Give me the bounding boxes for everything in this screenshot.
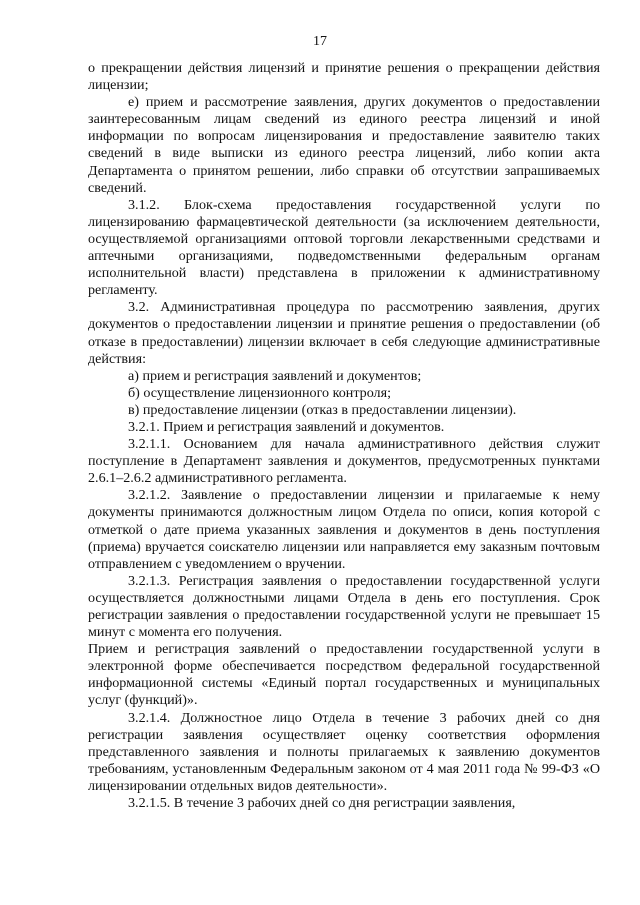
paragraph: 3.2.1.5. В течение 3 рабочих дней со дня регистрации заявления, [128,795,516,812]
page-number: 17 [313,34,327,49]
list-item: а) прием и регистрация заявлений и документов; [128,367,422,384]
list-item: в) предоставление лицензии (отказ в предоставлении лицензии). [128,401,517,418]
paragraph: 3.2.1.1. Основанием для начала административного действия служит поступление в Департамент заявления и документов, предусмотренных пунктами 2.6.1–2.6.2 административного регламента. [88,436,600,487]
section-heading: 3.2.1. Прием и регистрация заявлений и документов. [128,418,445,435]
document-body [88,60,600,812]
list-item: б) осуществление лицензионного контроля; [128,384,391,401]
paragraph: о прекращении действия лицензий и принятие решения о прекращении действия лицензии; [88,60,600,94]
paragraph: 3.1.2. Блок-схема предоставления государственной услуги по лицензированию фармацевтической деятельности (за исключением деятельности, осуществляемой организациями оптовой торговли лекарственными средствами и аптечными организациями, подведомственными федеральным органам исполнительной власти) представлена в приложении к административному регламенту. [88,196,600,299]
paragraph: 3.2.1.4. Должностное лицо Отдела в течение 3 рабочих дней со дня регистрации заявления осуществляет оценку соответствия оформления представленного заявления и полноты прилагаемых к заявлению документов требованиям, установленным Федеральным законом от 4 мая 2011 года № 99-ФЗ «О лицензировании отдельных видов деятельности». [88,709,600,794]
paragraph: 3.2. Административная процедура по рассмотрению заявления, других документов о предоставлении лицензии и принятие решения о предоставлении (об отказе в предоставлении) лицензии включает в себя следующие административные действия: [88,299,600,367]
paragraph: 3.2.1.2. Заявление о предоставлении лицензии и прилагаемые к нему документы принимаются должностным лицом Отдела по описи, копия которой с отметкой о дате приема указанных заявления и документов в день поступления (приема) вручается соискателю лицензии или направляется ему заказным почтовым отправлением с уведомлением о вручении. [88,487,600,572]
paragraph: е) прием и рассмотрение заявления, других документов о предоставлении заинтересованным лицам сведений из единого реестра лицензий и иной информации по вопросам лицензирования и предоставление заявителю таких сведений в виде выписки из единого реестра лицензий, либо копии акта Департамента о принятом решении, либо справки об отсутствии запрашиваемых сведений. [88,94,600,196]
paragraph: Прием и регистрация заявлений о предоставлении государственной услуги в электронной форме обеспечивается посредством федеральной государственной информационной системы «Единый портал государственных и муниципальных услуг (функций)». [88,641,600,709]
paragraph: 3.2.1.3. Регистрация заявления о предоставлении государственной услуги осуществляется должностными лицами Отдела в день его поступления. Срок регистрации заявления о предоставлении государственной услуги не превышает 15 минут с момента его получения. [88,572,600,641]
